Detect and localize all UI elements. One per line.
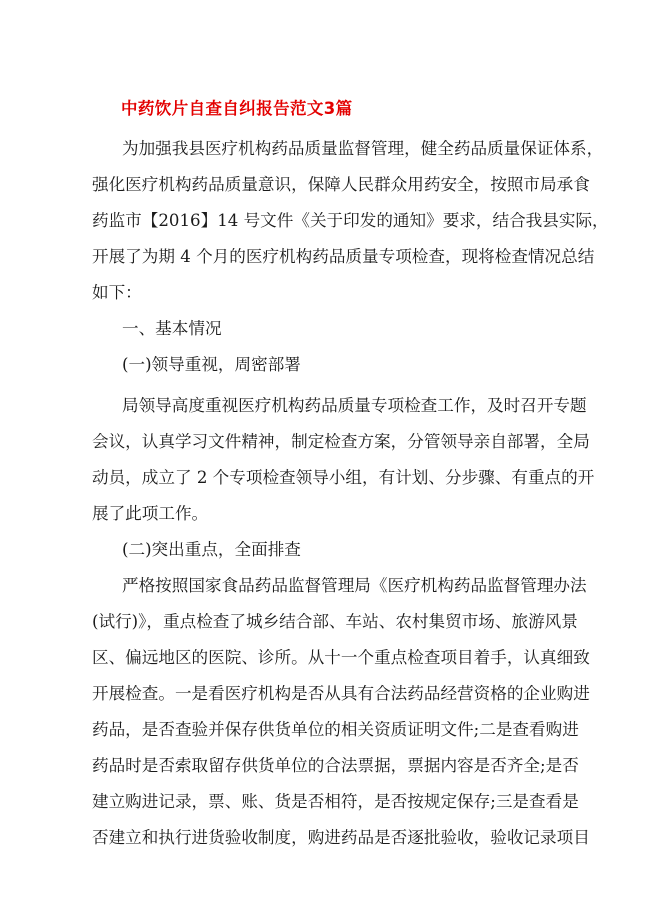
- paragraph-line: 展了此项工作。: [92, 504, 209, 523]
- paragraph-line: 局领导高度重视医疗机构药品质量专项检查工作，及时召开专题: [122, 396, 587, 415]
- subsection-heading: (二)突出重点，全面排查: [122, 540, 301, 559]
- paragraph-line: 强化医疗机构药品质量意识，保障人民群众用药安全，按照市局承食: [92, 175, 590, 194]
- paragraph-line: 严格按照国家食品药品监督管理局《医疗机构药品监督管理办法: [122, 576, 587, 595]
- paragraph-line: 建立购进记录，票、账、货是否相符，是否按规定保存;三是查看是: [92, 792, 579, 811]
- paragraph-line: 否建立和执行进货验收制度，购进药品是否逐批验收，验收记录项目: [92, 828, 590, 847]
- paragraph-line: 开展了为期 4 个月的医疗机构药品质量专项检查，现将检查情况总结: [92, 247, 595, 266]
- paragraph-line: 为加强我县医疗机构药品质量监督管理，健全药品质量保证体系，: [122, 139, 604, 158]
- paragraph-line: 开展检查。一是看医疗机构是否从具有合法药品经营资格的企业购进: [92, 684, 590, 703]
- paragraph-line: 药品，是否查验并保存供货单位的相关资质证明文件;二是查看购进: [92, 720, 579, 739]
- paragraph-line: (试行)》，重点检查了城乡结合部、车站、农村集贸市场、旅游风景: [92, 612, 578, 631]
- section-heading: 一、基本情况: [122, 319, 222, 338]
- paragraph-line: 药品时是否索取留存供货单位的合法票据，票据内容是否齐全;是否: [92, 756, 579, 775]
- paragraph-line: 药监市【2016】14 号文件《关于印发的通知》要求，结合我县实际，: [92, 211, 609, 230]
- paragraph-line: 动员，成立了 2 个专项检查领导小组，有计划、分步骤、有重点的开: [92, 468, 595, 487]
- subsection-heading: (一)领导重视，周密部署: [122, 355, 301, 374]
- paragraph-line: 如下：: [92, 283, 142, 302]
- document-title: 中药饮片自查自纠报告范文3篇: [121, 99, 353, 118]
- paragraph-line: 区、偏远地区的医院、诊所。从十一个重点检查项目着手，认真细致: [92, 648, 590, 667]
- paragraph-line: 会议，认真学习文件精神，制定检查方案，分管领导亲自部署，全局: [92, 432, 590, 451]
